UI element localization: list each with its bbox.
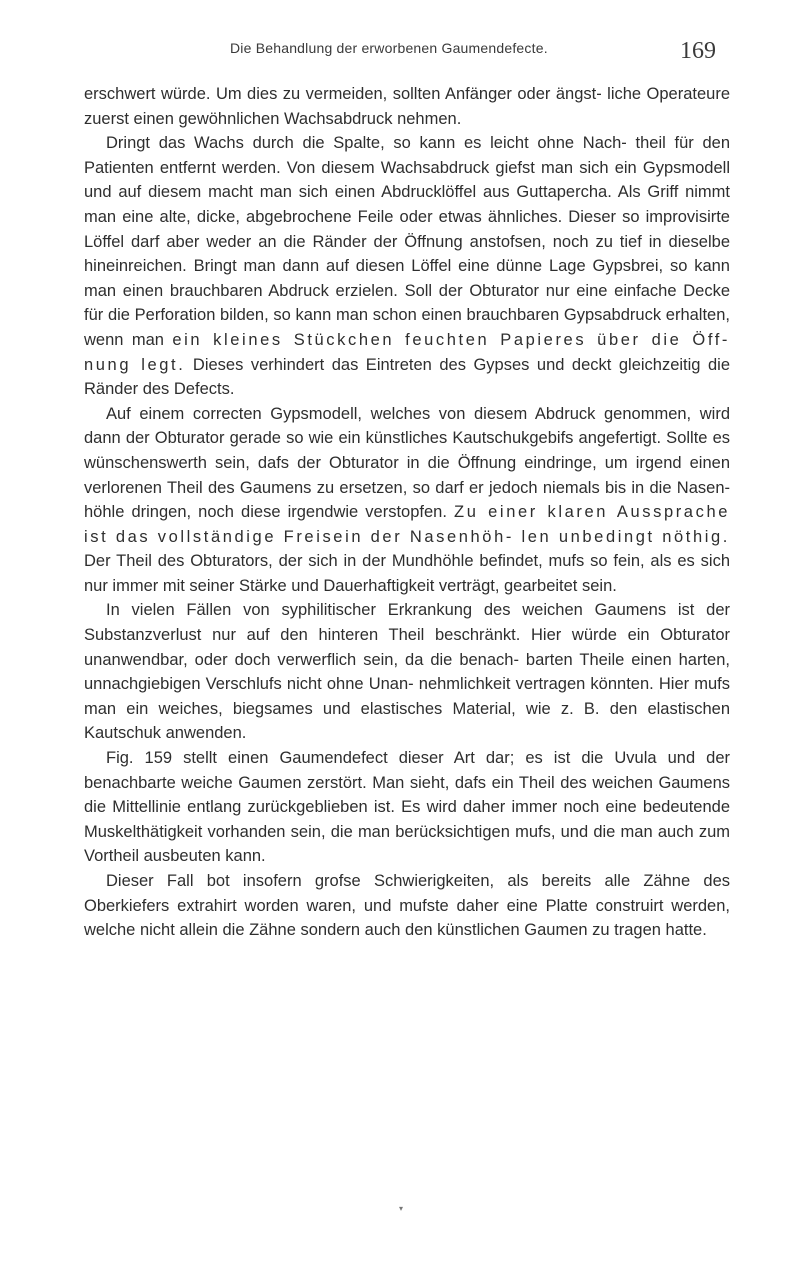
text-segment: Dieses verhindert das Eintreten des Gypses und deckt gleichzeitig die Ränder des Defects. [84,355,731,399]
print-speck-mark: ▾ [399,1204,404,1213]
text-segment: erschwert würde. Um dies zu vermeiden, sollten Anfänger oder ängst- liche Operateure zuerst einen gewöhnlichen Wachsabdruck nehmen. [84,85,730,128]
text-segment: Dieser Fall bot insofern grofse Schwierigkeiten, als bereits alle Zähne des Oberkiefers extrahirt worden waren, und mufste daher eine Platte construirt werden, welche nicht allein die Zähne sondern auch den künstlichen Gaumen zu tragen hatte. [84,872,730,940]
running-title: Die Behandlung der erworbenen Gaumendefecte. [230,40,548,56]
body-text [84,82,730,943]
text-segment: In vielen Fällen von syphilitischer Erkrankung des weichen Gaumens ist der Substanzverlust nur auf den hinteren Theil beschränkt. Hier würde ein Obturator unanwendbar, oder doch verwerflich sein, da die benach- barten Theile einen harten, unnachgiebigen Verschlufs nicht ohne Unan- nehmlichkeit vertragen könnten. Hier mufs man ein weiches, biegsames und elastisches Material, wie z. B. den elastischen Kautschuk anwenden. [84,601,730,743]
running-head [0,40,801,66]
spaced-emphasis: Zu einer klaren Aussprache ist das vollständige Freisein der Nasenhöh- len unbedingt nöthig. [84,503,730,546]
paragraph-1 [84,82,730,131]
paragraph-5 [84,746,730,869]
text-segment: Der Theil des Obturators, der sich in der Mundhöhle befindet, mufs so fein, als es sich nur immer mit seiner Stärke und Dauerhaftigkeit verträgt, gearbeitet sein. [84,552,730,595]
text-segment: Dringt das Wachs durch die Spalte, so kann es leicht ohne Nach- theil für den Patienten entfernt werden. Von diesem Wachsabdruck giefst man sich ein Gypsmodell und auf diesem macht man sich einen Abdrucklöffel aus Guttapercha. Als Griff nimmt man eine alte, dicke, abgebrochene Feile oder etwas ähnliches. Dieser so improvisirte Löffel darf aber weder an die Ränder der Öffnung anstofsen, noch zu tief in dieselbe hineinreichen. Bringt man dann auf diesen Löffel eine dünne Lage Gypsbrei, so kann man einen brauchbaren Abdruck erzielen. Soll der Obturator nur eine einfache Decke für die Perforation bilden, so kann man schon einen brauchbaren Gypsabdruck erhalten, wenn man [84,134,730,349]
spaced-emphasis: ein kleines Stückchen feuchten Papieres über die Öff- nung legt. [84,330,730,374]
text-segment: Fig. 159 stellt einen Gaumendefect dieser Art dar; es ist die Uvula und der benachbarte weiche Gaumen zerstört. Man sieht, dafs ein Theil des weichen Gaumens die Mittellinie entlang zurückgeblieben ist. Es wird daher immer noch eine bedeutende Muskelthätigkeit vorhanden sein, die man berücksichtigen mufs, und die man auch zum Vortheil ausbeuten kann. [84,749,730,866]
page-number: 169 [680,38,716,64]
paragraph-3 [84,402,730,599]
paragraph-4 [84,598,730,746]
text-segment: Auf einem correcten Gypsmodell, welches von diesem Abdruck genommen, wird dann der Obturator gerade so wie ein künstliches Kautschukgebifs angefertigt. Sollte es wünschenswerth sein, dafs der Obturator in die Öffnung eindringe, um irgend einen verlorenen Theil des Gaumens zu ersetzen, so darf er jedoch niemals bis in die Nasen- höhle dringen, noch diese irgendwie verstopfen. [84,404,730,522]
paragraph-2 [84,131,730,402]
paragraph-6 [84,869,730,943]
